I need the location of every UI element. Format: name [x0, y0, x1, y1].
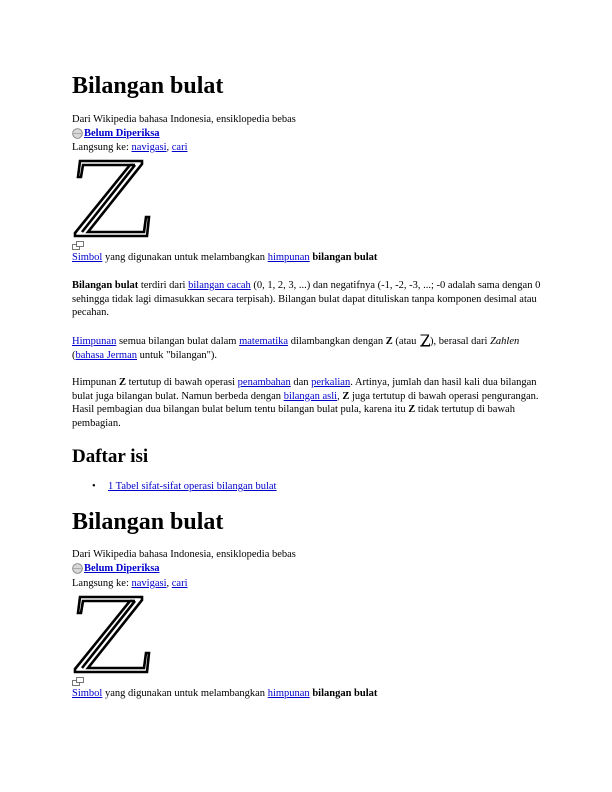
p3-text-3: dan [290, 377, 312, 388]
enlarge-icon-2[interactable] [72, 677, 84, 686]
p1-text: terdiri dari [138, 280, 189, 291]
link-navigasi-2[interactable]: navigasi [131, 578, 167, 589]
p2-text-4: ), berasal dari [430, 336, 491, 347]
toc-list [72, 480, 542, 494]
link-himpunan-2[interactable]: Himpunan [72, 336, 117, 347]
jump-prefix-2: Langsung ke: [72, 578, 132, 589]
page-title: Bilangan bulat [72, 73, 224, 99]
p3-text-4: . Artinya, jumlah dan hasil kali dua bilangan bulat juga bilangan bulat. Namun berbeda dengan [72, 377, 537, 402]
paragraph-1 [72, 279, 542, 320]
p3-text-7: tidak tertutup di bawah pembagian. [72, 404, 515, 429]
p3-bold-z-3: Z [408, 404, 416, 415]
jump-separator: , [166, 142, 172, 153]
p2-text-5: ( [72, 349, 76, 361]
toc-item [72, 480, 542, 494]
caption-text-2: yang digunakan untuk melambangkan [102, 688, 268, 699]
p2-text-6: untuk "bilangan"). [137, 349, 218, 361]
link-cari-2[interactable]: cari [171, 578, 188, 589]
p3-bold-z: Z [118, 377, 126, 388]
link-penambahan[interactable]: penambahan [237, 377, 291, 388]
p1-bold: Bilangan bulat [72, 280, 139, 291]
jump-links-2 [72, 577, 542, 591]
link-bilangan-asli[interactable]: bilangan asli [283, 390, 338, 402]
review-badge[interactable] [72, 127, 542, 141]
p2-text-3: (atau [392, 336, 420, 347]
p3-text: Himpunan [72, 377, 119, 388]
link-himpunan-3[interactable]: himpunan [267, 688, 310, 699]
page-title-2: Bilangan bulat [72, 509, 224, 535]
review-badge-2[interactable] [72, 562, 542, 576]
blackboard-bold-z-image-2 [72, 593, 152, 675]
p2-text: semua bilangan bulat dalam [116, 336, 240, 347]
blackboard-bold-z-image [72, 157, 152, 239]
link-perkalian[interactable]: perkalian [311, 377, 351, 388]
p2-italic: Zahlen [490, 336, 520, 347]
toc-title: Daftar isi [72, 446, 149, 467]
link-bahasa-jerman[interactable]: bahasa Jerman [75, 349, 138, 361]
review-badge-label[interactable]: Belum Diperiksa [84, 128, 160, 139]
review-status-icon [72, 563, 83, 574]
review-status-icon [72, 128, 83, 139]
tagline-2: Dari Wikipedia bahasa Indonesia, ensiklopedia bebas [72, 549, 296, 560]
p3-text-2: tertutup di bawah operasi [125, 377, 238, 388]
caption-text: yang digunakan untuk melambangkan [102, 252, 268, 263]
p3-bold-z-2: Z [342, 390, 350, 402]
p2-bold-z: Z [385, 336, 393, 347]
jump-separator-2: , [166, 578, 172, 589]
link-cari[interactable]: cari [171, 142, 188, 153]
enlarge-icon[interactable] [72, 241, 84, 250]
image-caption-2 [72, 687, 542, 701]
link-simbol-2[interactable]: Simbol [72, 688, 103, 699]
link-simbol[interactable]: Simbol [72, 252, 103, 263]
small-bb-z-image [419, 334, 430, 347]
link-bilangan-cacah[interactable]: bilangan cacah [188, 280, 251, 291]
toc-link-1[interactable]: 1 Tabel sifat-sifat operasi bilangan bulat [108, 481, 277, 492]
link-navigasi[interactable]: navigasi [131, 142, 167, 153]
p3-text-5: , [337, 390, 343, 402]
paragraph-3 [72, 376, 542, 430]
p3-text-6: juga tertutup di bawah operasi pengurangan. Hasil pembagian dua bilangan bulat belum tentu bilangan bulat pula, karena itu [72, 390, 539, 415]
p2-text-2: dilambangkan dengan [288, 336, 386, 347]
jump-links [72, 141, 542, 155]
jump-prefix: Langsung ke: [72, 142, 132, 153]
caption-bold: bilangan bulat [309, 252, 378, 263]
paragraph-2 [72, 334, 542, 362]
p1-text-2: (0, 1, 2, 3, ...) dan negatifnya (-1, -2, -3, ...; -0 adalah sama dengan 0 sehingga tidak lagi dimasukkan secara terpisah). Bilangan bulat dapat dituliskan tanpa komponen desimal atau pecahan. [72, 280, 541, 318]
caption-bold-2: bilangan bulat [309, 688, 378, 699]
link-matematika[interactable]: matematika [239, 336, 289, 347]
review-badge-label-2[interactable]: Belum Diperiksa [84, 563, 160, 574]
image-caption [72, 251, 542, 265]
link-himpunan[interactable]: himpunan [267, 252, 310, 263]
tagline: Dari Wikipedia bahasa Indonesia, ensiklopedia bebas [72, 114, 296, 125]
